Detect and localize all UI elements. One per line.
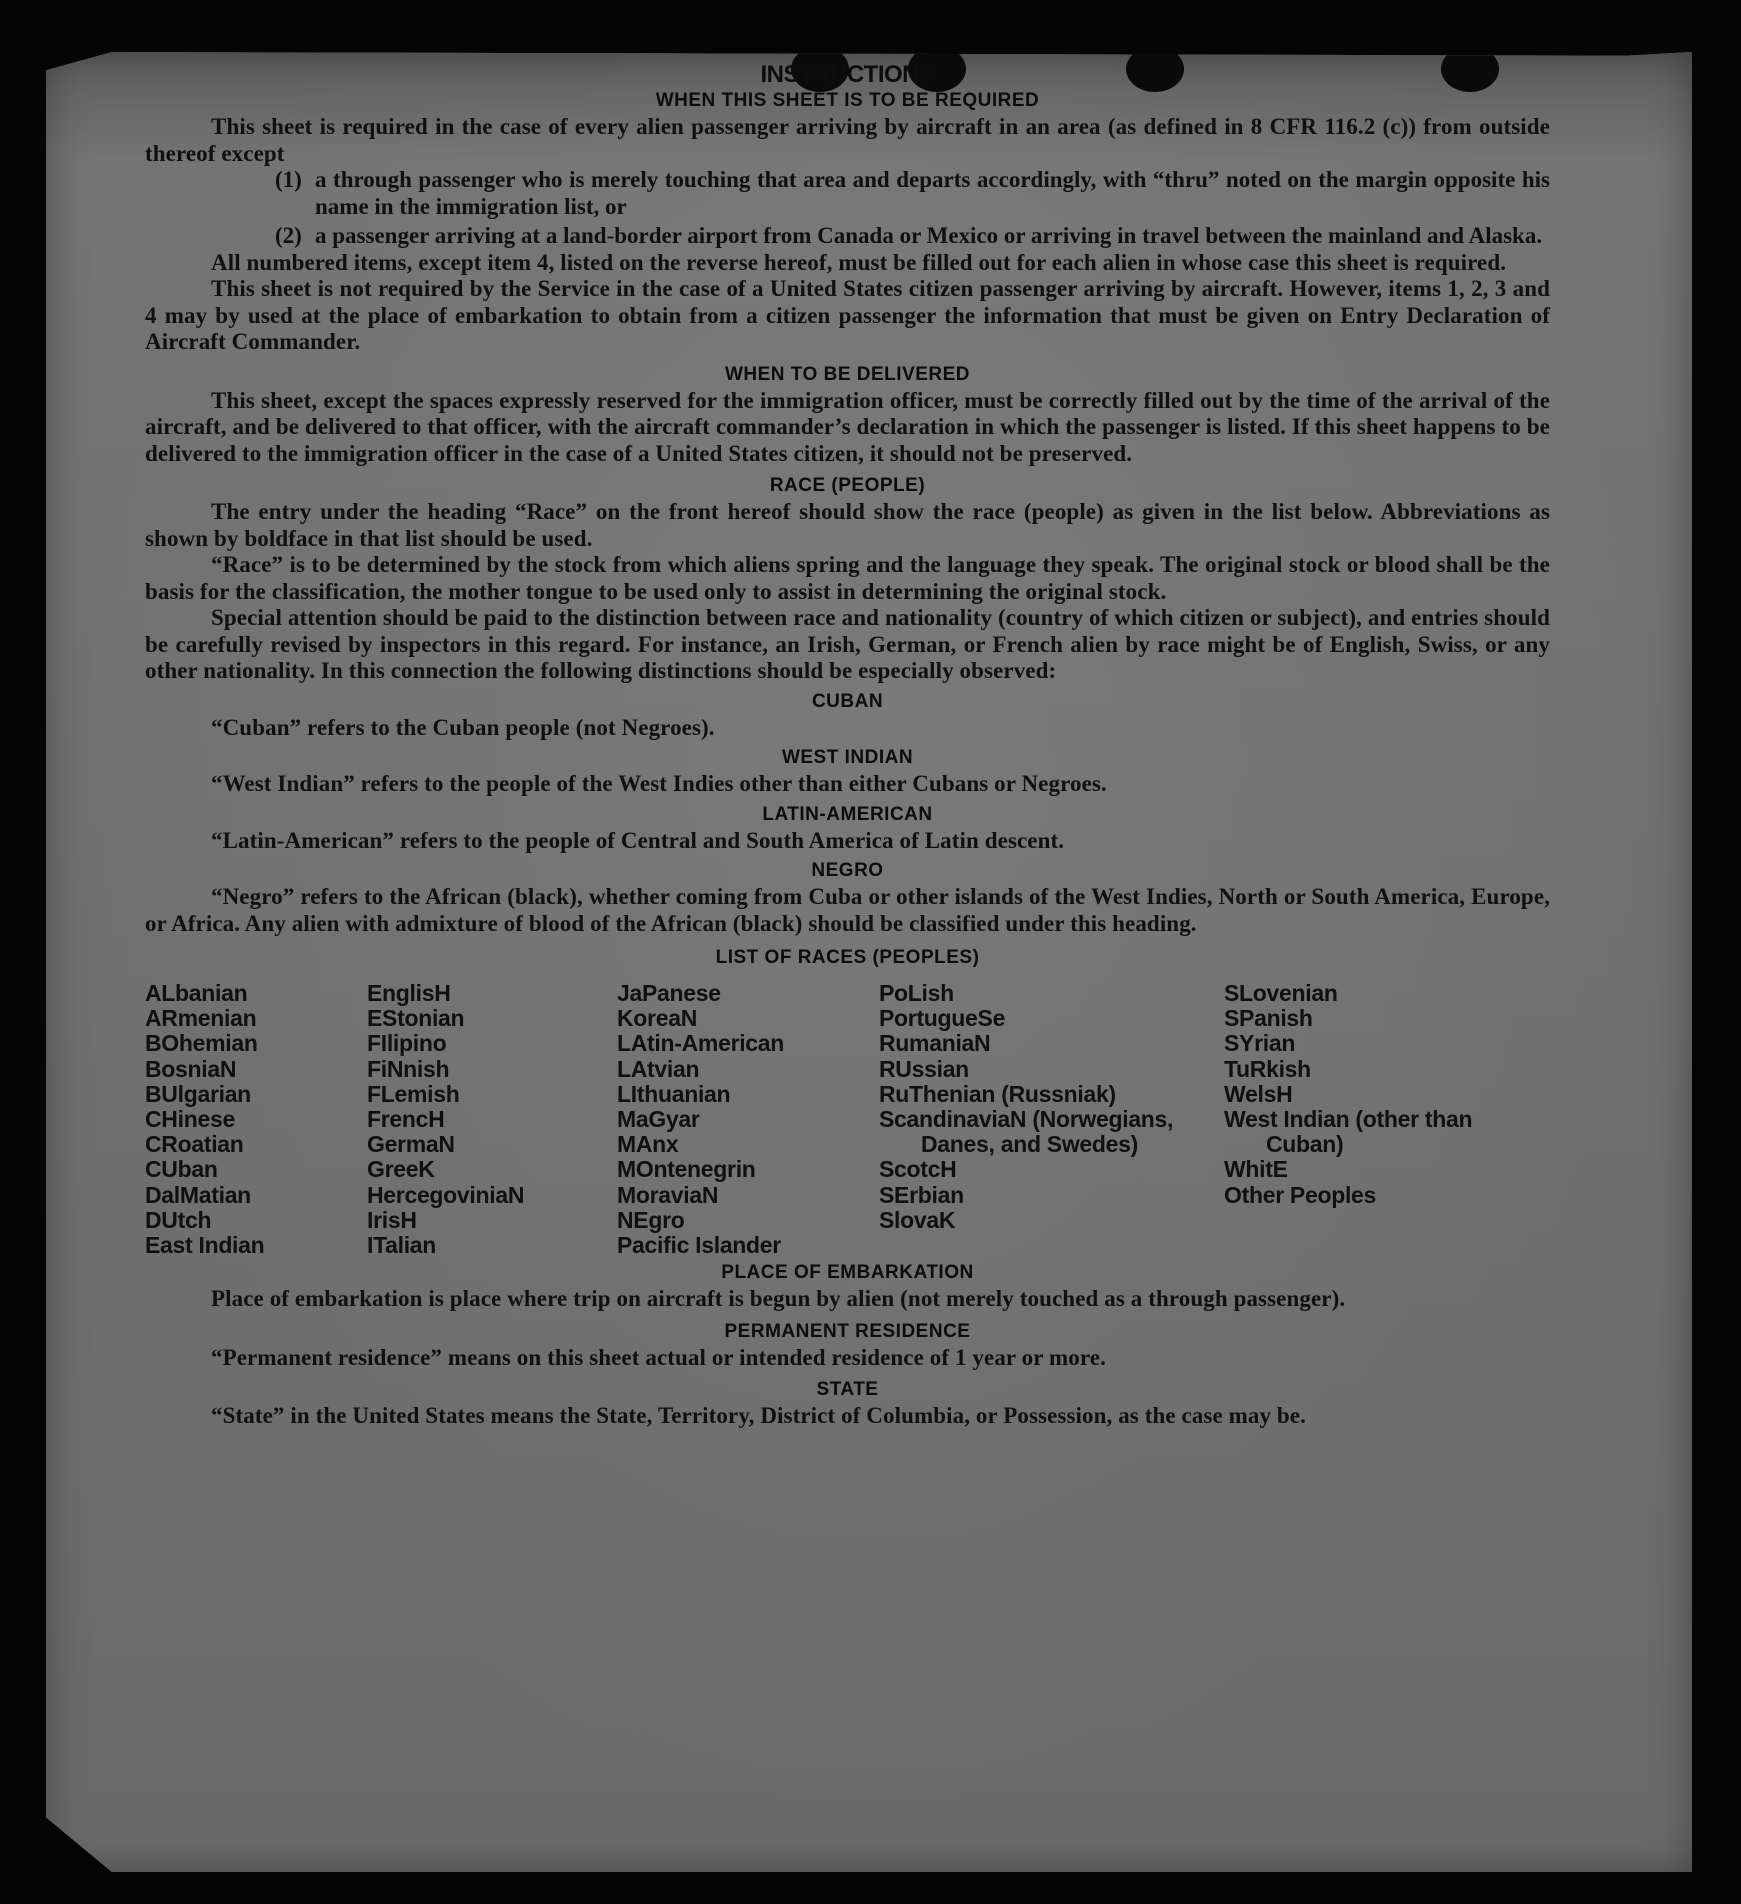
race-entry: WhitE	[1224, 1156, 1288, 1183]
race-entry: CHinese	[145, 1106, 235, 1133]
document-title: INSTRUCTIONS	[760, 61, 935, 88]
paragraph-embarkation: Place of embarkation is place where trip on aircraft is begun by alien (not merely touched as a through passenger).	[211, 1286, 1346, 1312]
race-entry: SPanish	[1224, 1005, 1313, 1032]
section-heading-delivered: WHEN TO BE DELIVERED	[724, 363, 971, 385]
paragraph-race-stock: “Race” is to be determined by the stock from which aliens spring and the language they speak. The original stock or blood shall be the basis for the classification, the mother tongue to be used only to assist in determining the original stock.	[145, 552, 1550, 604]
race-entry: SlovaK	[879, 1206, 956, 1233]
race-entry: RuThenian (Russniak)	[879, 1080, 1116, 1107]
races-column	[879, 981, 1224, 1258]
paragraph-race-nationality: Special attention should be paid to the distinction between race and nationality (country of which citizen or subject), and entries should be carefully revised by inspectors in this regard. For instance, an Irish, German, or French alien by race might be of English, Swiss, or any other nationality. In this connection the following distinctions should be especially observed:	[145, 605, 1550, 683]
instructions-content	[145, 62, 1550, 1430]
race-entry: IrisH	[367, 1206, 417, 1233]
section-heading-list-of-races: LIST OF RACES (PEOPLES)	[715, 947, 980, 968]
race-entry: PoLish	[879, 980, 954, 1006]
races-column	[145, 981, 367, 1258]
race-entry: FiNnish	[367, 1055, 450, 1082]
section-heading-race: RACE (PEOPLE)	[769, 475, 926, 496]
paragraph-citizen: This sheet is not required by the Service in the case of a United States citizen passenger arriving by aircraft. However, items 1, 2, 3 and 4 may by used at the place of embarkation to obtain from a citizen passenger the information that must be given on Entry Declaration of Aircraft Commander.	[145, 276, 1550, 354]
race-entry: Other Peoples	[1224, 1181, 1377, 1208]
paragraph-permanent-residence: “Permanent residence” means on this sheet actual or intended residence of 1 year or more.	[211, 1344, 1106, 1370]
race-entry: SYrian	[1224, 1030, 1296, 1057]
race-entry: CUban	[145, 1156, 218, 1183]
race-entry: PortugueSe	[879, 1005, 1006, 1032]
race-entry: ScotcH	[879, 1156, 957, 1183]
race-entry: RUssian	[879, 1055, 969, 1082]
race-entry: HercegoviniaN	[367, 1181, 525, 1208]
race-entry: NEgro	[617, 1206, 685, 1233]
race-entry: FLemish	[367, 1080, 460, 1107]
race-entry: TuRkish	[1224, 1055, 1311, 1082]
race-entry: MAnx	[617, 1131, 679, 1158]
section-heading-embarkation: PLACE OF EMBARKATION	[721, 1262, 974, 1284]
race-entry: West Indian (other than Cuban)	[1224, 1106, 1473, 1158]
exception-item-2	[275, 223, 1550, 250]
section-heading-west-indian: WEST INDIAN	[781, 747, 914, 768]
paragraph-latin-american: “Latin-American” refers to the people of Central and South America of Latin descent.	[211, 827, 1065, 853]
section-heading-negro: NEGRO	[811, 860, 884, 881]
race-entry: JaPanese	[617, 980, 721, 1006]
race-entry: RumaniaN	[879, 1030, 991, 1057]
race-entry: MaGyar	[617, 1106, 700, 1133]
race-entry: GermaN	[367, 1131, 455, 1158]
race-entry: MOntenegrin	[617, 1156, 756, 1183]
race-entry: CRoatian	[145, 1131, 244, 1158]
race-entry: Pacific Islander	[617, 1232, 781, 1259]
paragraph-negro: “Negro” refers to the African (black), whether coming from Cuba or other islands of the West Indies, North or South America, Europe, or Africa. Any alien with admixture of blood of the African (black) should be classified under this heading.	[145, 884, 1550, 936]
paragraph-numbered-items: All numbered items, except item 4, listed on the reverse hereof, must be filled out for each alien in whose case this sheet is required.	[211, 249, 1507, 275]
race-entry: SLovenian	[1224, 980, 1338, 1006]
exception-text: a passenger arriving at a land-border airport from Canada or Mexico or arriving in travel between the mainland and Alaska.	[315, 223, 1543, 248]
paragraph-delivered: This sheet, except the spaces expressly reserved for the immigration officer, must be correctly filled out by the time of the arrival of the aircraft, and be delivered to that officer, with the aircraft commander’s declaration in which the passenger is listed. If this sheet happens to be delivered to the immigration officer in the case of a United States citizen, it should not be preserved.	[145, 387, 1550, 466]
paragraph-west-indian: “West Indian” refers to the people of the West Indies other than either Cubans or Negroes.	[211, 771, 1107, 796]
section-heading-permanent-residence: PERMANENT RESIDENCE	[724, 1320, 971, 1342]
race-entry: LAtin-American	[617, 1030, 785, 1057]
race-entry: SErbian	[879, 1181, 964, 1208]
race-entry: FIlipino	[367, 1030, 447, 1057]
race-entry: DalMatian	[145, 1181, 251, 1208]
race-entry: BUlgarian	[145, 1080, 251, 1107]
race-entry: FrencH	[367, 1106, 445, 1133]
exception-text: a through passenger who is merely touching that area and departs accordingly, with “thru” noted on the margin opposite his name in the immigration list, or	[315, 167, 1550, 219]
race-entry: MoraviaN	[617, 1181, 719, 1208]
section-heading-required: WHEN THIS SHEET IS TO BE REQUIRED	[655, 90, 1040, 111]
exception-item-1	[275, 167, 1550, 220]
race-entry: LAtvian	[617, 1055, 700, 1082]
races-list	[145, 981, 1550, 1258]
race-entry: ALbanian	[145, 980, 248, 1006]
races-column	[367, 981, 617, 1258]
paragraph-race-entry: The entry under the heading “Race” on the front hereof should show the race (people) as given in the list below. Abbreviations as shown by boldface in that list should be used.	[145, 499, 1550, 551]
section-heading-latin-american: LATIN-AMERICAN	[762, 803, 933, 825]
race-entry: WelsH	[1224, 1080, 1293, 1107]
races-column	[1224, 981, 1550, 1258]
race-entry: BosniaN	[145, 1055, 237, 1082]
race-entry: KoreaN	[617, 1005, 698, 1032]
race-entry: East Indian	[145, 1232, 265, 1259]
paragraph-cuban: “Cuban” refers to the Cuban people (not Negroes).	[211, 714, 715, 740]
races-column	[617, 981, 879, 1258]
section-heading-cuban: CUBAN	[811, 690, 884, 712]
race-entry: EStonian	[367, 1005, 465, 1032]
race-entry: GreeK	[367, 1156, 435, 1183]
section-heading-state: STATE	[816, 1379, 879, 1401]
exception-number: (1)	[275, 167, 302, 192]
race-entry: ITalian	[367, 1232, 437, 1259]
paragraph-state: “State” in the United States means the State, Territory, District of Columbia, or Possession, as the case may be.	[211, 1403, 1306, 1429]
race-entry: EnglisH	[367, 980, 451, 1006]
race-entry: DUtch	[145, 1206, 212, 1233]
paragraph-required: This sheet is required in the case of every alien passenger arriving by aircraft in an area (as defined in 8 CFR 116.2 (c)) from outside thereof except	[145, 114, 1550, 166]
race-entry: LIthuanian	[617, 1080, 731, 1107]
exception-number: (2)	[275, 223, 302, 248]
race-entry: BOhemian	[145, 1030, 258, 1057]
race-entry: ARmenian	[145, 1005, 257, 1032]
race-entry: ScandinaviaN (Norwegians, Danes, and Swedes)	[879, 1106, 1174, 1158]
